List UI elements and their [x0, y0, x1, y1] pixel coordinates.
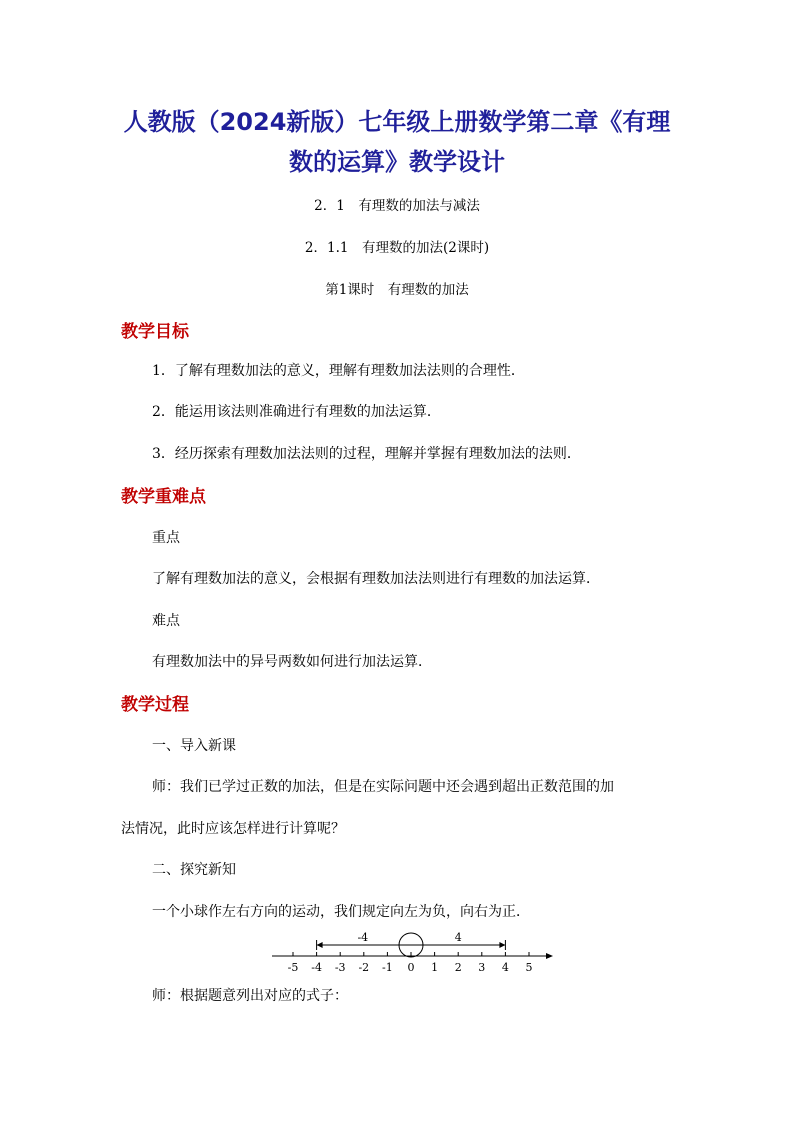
teacher-instruction: 师：根据题意列出对应的式子： [152, 988, 348, 1004]
key-text: 了解有理数加法的意义，会根据有理数加法法则进行有理数的加法运算． [152, 571, 600, 587]
teacher-paragraph-line-2: 法情况，此时应该怎样进行计算呢？ [121, 821, 345, 837]
left-movement-arrow-head [317, 942, 323, 948]
key-label: 重点 [152, 530, 180, 546]
goal-item: 1．了解有理数加法的意义，理解有理数加法法则的合理性． [152, 363, 525, 379]
ball-description: 一个小球作左右方向的运动，我们规定向左为负，向右为正． [152, 904, 530, 920]
subsection-subtitle: 2．1.1 有理数的加法(2课时) [304, 240, 490, 256]
key-points-heading: 教学重难点 [121, 487, 206, 507]
step-introduction: 一、导入新课 [152, 738, 236, 754]
right-movement-arrow-head [499, 942, 505, 948]
section-subtitle: 2．1 有理数的加法与减法 [314, 198, 480, 214]
tick-label: 1 [431, 961, 439, 974]
tick-label: -5 [287, 961, 299, 974]
tick-label: 4 [501, 961, 509, 974]
left-movement-arrow-label: -4 [357, 931, 369, 944]
document-title-line-2: 数的运算》教学设计 [289, 148, 505, 176]
tick-label: 2 [454, 961, 462, 974]
process-heading: 教学过程 [121, 695, 189, 715]
document-title-line-1: 人教版（2024新版）七年级上册数学第二章《有理 [123, 108, 671, 136]
tick-label: 0 [407, 961, 415, 974]
goal-item: 2．能运用该法则准确进行有理数的加法运算． [152, 404, 441, 420]
teacher-paragraph-line-1: 师：我们已学过正数的加法，但是在实际问题中还会遇到超出正数范围的加 [152, 779, 614, 795]
goal-item: 3．经历探索有理数加法法则的过程，理解并掌握有理数加法的法则． [152, 446, 581, 462]
axis-arrowhead [546, 953, 553, 959]
right-movement-arrow-label: 4 [454, 931, 462, 944]
tick-label: 3 [478, 961, 486, 974]
difficulty-label: 难点 [152, 613, 180, 629]
tick-label: -3 [334, 961, 346, 974]
tick-label: 5 [525, 961, 533, 974]
tick-label: -4 [311, 961, 322, 974]
number-line-svg [262, 924, 562, 976]
goals-heading: 教学目标 [121, 322, 189, 342]
number-line-figure [262, 924, 562, 980]
step-explore: 二、探究新知 [152, 862, 236, 878]
tick-label: -2 [358, 961, 370, 974]
lesson-subtitle: 第1课时 有理数的加法 [325, 282, 469, 298]
tick-label: -1 [382, 961, 393, 974]
difficulty-text: 有理数加法中的异号两数如何进行加法运算． [152, 654, 432, 670]
